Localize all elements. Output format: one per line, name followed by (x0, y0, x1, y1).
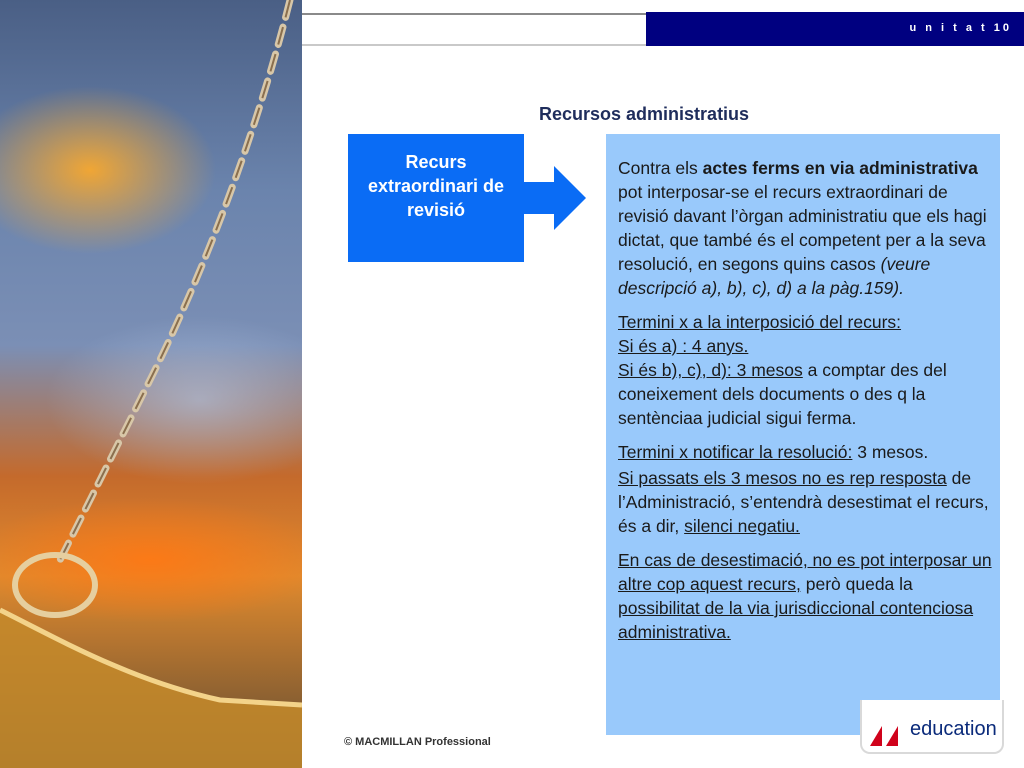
detail-text-run: pot interposar-se el recurs extraordinari de revisió davant l’òrgan administratiu que els hagi dictat, que també és el competent per a la seva resolució, en segons quins casos (618, 182, 987, 274)
detail-paragraph-silence (618, 466, 996, 538)
detail-paragraph-notification (618, 440, 996, 464)
rejection-statement: En cas de desestimació, no es pot interposar un altre cop aquest recurs, (618, 550, 992, 594)
scales-photo (0, 0, 302, 768)
right-arrow-icon (524, 166, 588, 230)
copyright-notice: © MACMILLAN Professional (344, 736, 491, 748)
silence-term: silenci negatiu. (684, 516, 800, 536)
jurisdictional-route: possibilitat de la via jurisdiccional contenciosa administrativa. (618, 598, 974, 642)
header-rule-top (302, 13, 647, 15)
deadline-case-bcd: Si és b), c), d): 3 mesos (618, 360, 803, 380)
recurs-box-label: Recurs extraordinari de revisió (367, 152, 505, 220)
education-logo-text: education (910, 718, 997, 740)
header-band (646, 12, 1024, 46)
notification-value: 3 mesos. (852, 442, 929, 462)
detail-paragraph-deadline (618, 310, 996, 430)
deadline-title: Termini x a la interposició del recurs: (618, 312, 902, 332)
detail-text-run: però queda la (800, 574, 913, 594)
unit-label: u n i t a t 10 (909, 22, 1012, 34)
chain-illustration (0, 0, 302, 768)
detail-text-run: Contra els (618, 158, 703, 178)
detail-text-run: de l’Administració, s’entendrà desestimat el recurs, és a dir, (618, 468, 989, 536)
recurs-box (348, 134, 524, 262)
detail-paragraph-scope (618, 156, 996, 300)
detail-text-run: a comptar des del coneixement dels documents o des q la sentènciaa judicial sigui ferma. (618, 360, 947, 428)
education-logo (860, 700, 1004, 754)
deadline-case-a: Si és a) : 4 anys. (618, 336, 749, 356)
slide-title: Recursos administratius (539, 104, 750, 124)
detail-paragraph-rejection (618, 548, 996, 644)
detail-reference: (veure descripció a), b), c), d) a la pàg.159). (618, 254, 931, 298)
header-rule-bottom (302, 44, 647, 46)
detail-text (618, 156, 996, 654)
silence-condition: Si passats els 3 mesos no es rep resposta (618, 468, 947, 488)
brand-mark-icon (870, 726, 910, 746)
detail-panel (606, 134, 1000, 735)
notification-title: Termini x notificar la resolució: (618, 442, 853, 462)
detail-emphasis: actes ferms en via administrativa (702, 158, 978, 178)
